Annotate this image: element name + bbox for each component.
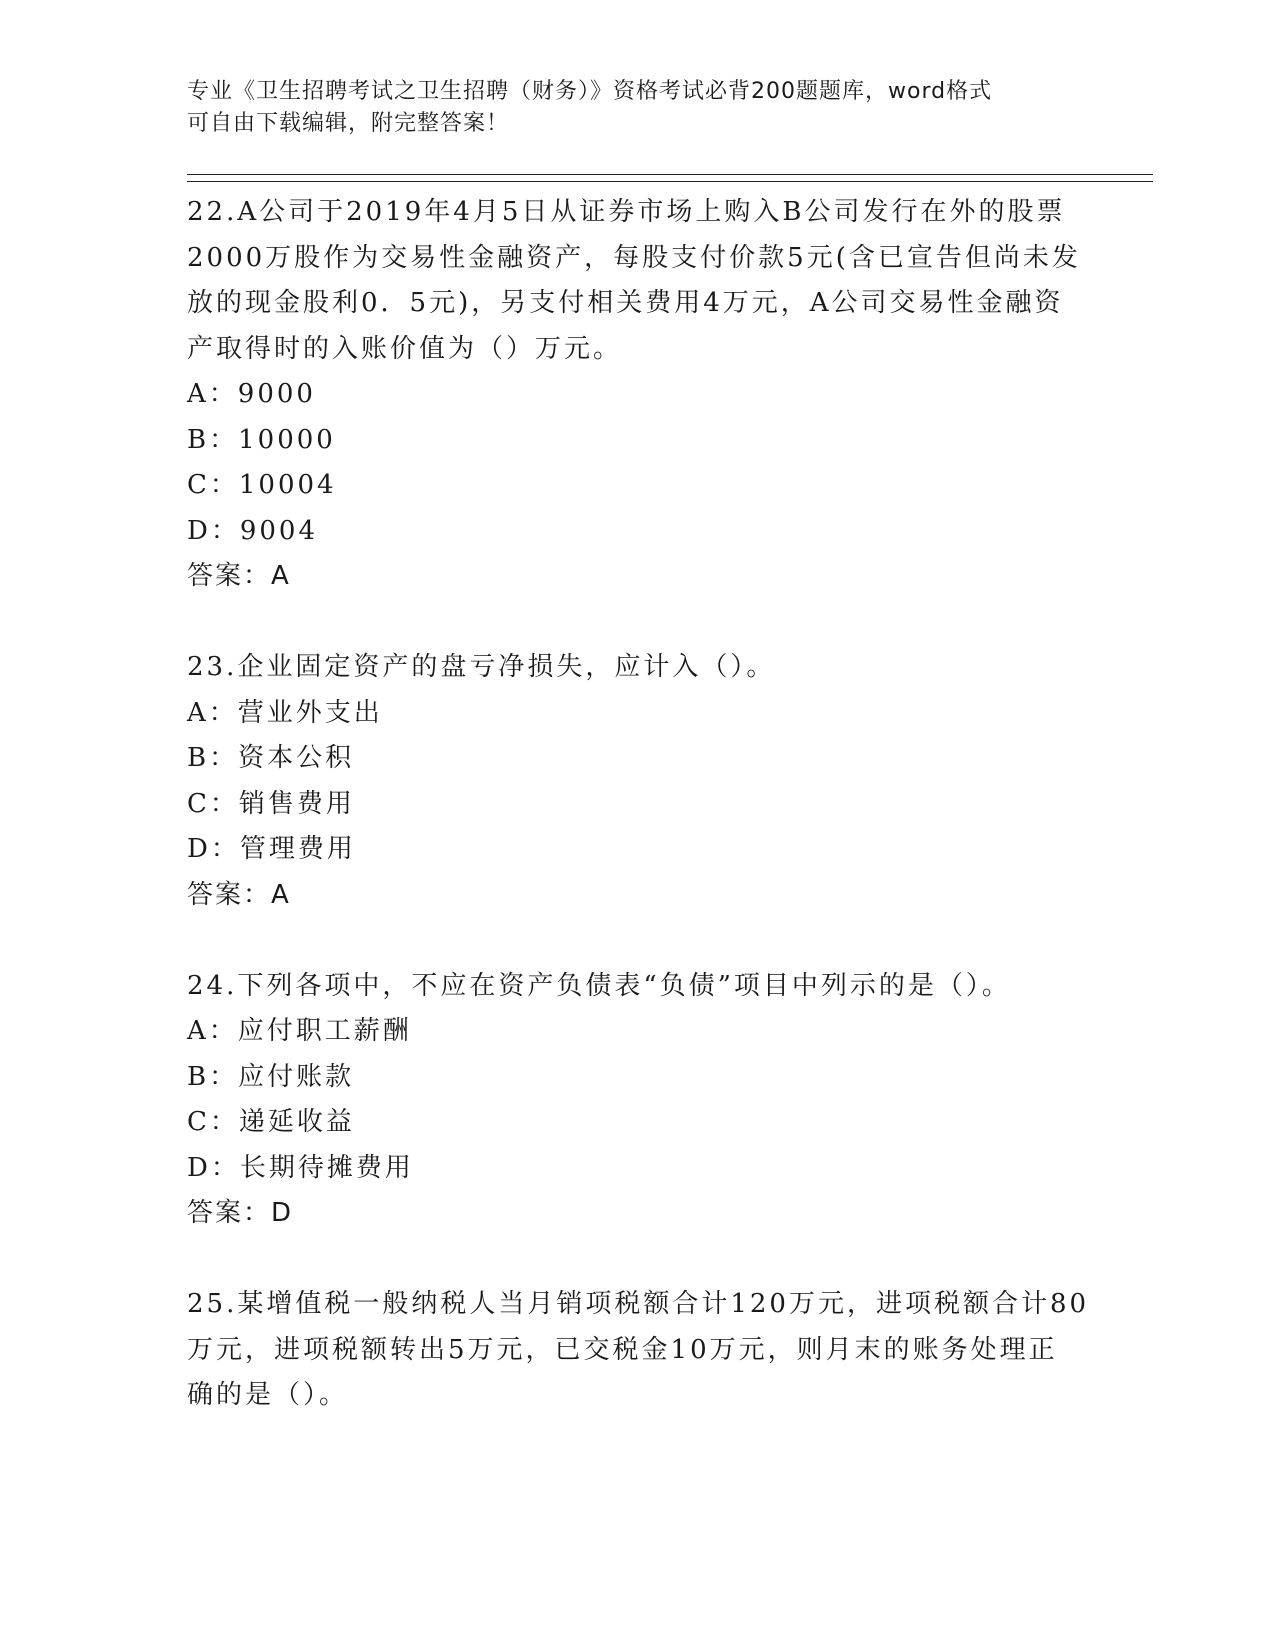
option-a: A：营业外支出 xyxy=(187,697,383,728)
option-b: B：应付账款 xyxy=(187,1061,355,1092)
option-a: A：9000 xyxy=(187,379,316,409)
option-d: D：管理费用 xyxy=(187,834,356,864)
answer-line: 答案：D xyxy=(187,1198,294,1228)
question-stem-line: 23.企业固定资产的盘亏净损失，应计入（）。 xyxy=(187,652,776,682)
question-stem-line: 万元，进项税额转出5万元，已交税金10万元，则月末的账务处理正 xyxy=(187,1334,1058,1365)
question-24 xyxy=(187,964,1087,1237)
question-spacer xyxy=(187,918,1087,964)
option-b: B：10000 xyxy=(187,424,336,455)
header-line-2: 可自由下载编辑，附完整答案！ xyxy=(187,111,510,136)
option-c: C：10004 xyxy=(187,470,337,500)
question-spacer xyxy=(187,600,1087,646)
question-spacer xyxy=(187,1237,1087,1283)
option-a: A：应付职工薪酬 xyxy=(187,1016,412,1046)
question-stem-line: 25.某增值税一般纳税人当月销项税额合计120万元，进项税额合计80 xyxy=(187,1289,1090,1319)
answer-line: 答案：A xyxy=(187,561,291,591)
header-line-1: 专业《卫生招聘考试之卫生招聘（财务）》资格考试必背200题题库，word格式 xyxy=(187,79,993,104)
question-23 xyxy=(187,645,1087,918)
question-25 xyxy=(187,1282,1090,1419)
option-c: C：递延收益 xyxy=(187,1107,355,1137)
document-header xyxy=(187,76,1087,140)
question-stem-line: 2000万股作为交易性金融资产，每股支付价款5元(含已宣告但尚未发 xyxy=(187,242,1081,273)
header-divider-top xyxy=(187,174,1153,175)
question-list xyxy=(187,190,1090,1419)
question-stem-line: 放的现金股利0．5元)，另支付相关费用4万元，A公司交易性金融资 xyxy=(187,288,1064,318)
option-d: D：9004 xyxy=(187,515,319,546)
question-22 xyxy=(187,190,1087,600)
option-b: B：资本公积 xyxy=(187,743,355,773)
question-stem-line: 22.A公司于2019年4月5日从证券市场上购入B公司发行在外的股票 xyxy=(187,197,1066,227)
answer-line: 答案：A xyxy=(187,879,291,910)
question-stem-line: 产取得时的入账价值为（）万元。 xyxy=(187,333,623,364)
question-stem-line: 24.下列各项中，不应在资产负债表“负债”项目中列示的是（）。 xyxy=(187,970,1011,1001)
option-d: D：长期待摊费用 xyxy=(187,1152,414,1183)
header-divider-bottom xyxy=(187,181,1153,182)
option-c: C：销售费用 xyxy=(187,788,355,819)
question-stem-line: 确的是（）。 xyxy=(187,1380,349,1410)
